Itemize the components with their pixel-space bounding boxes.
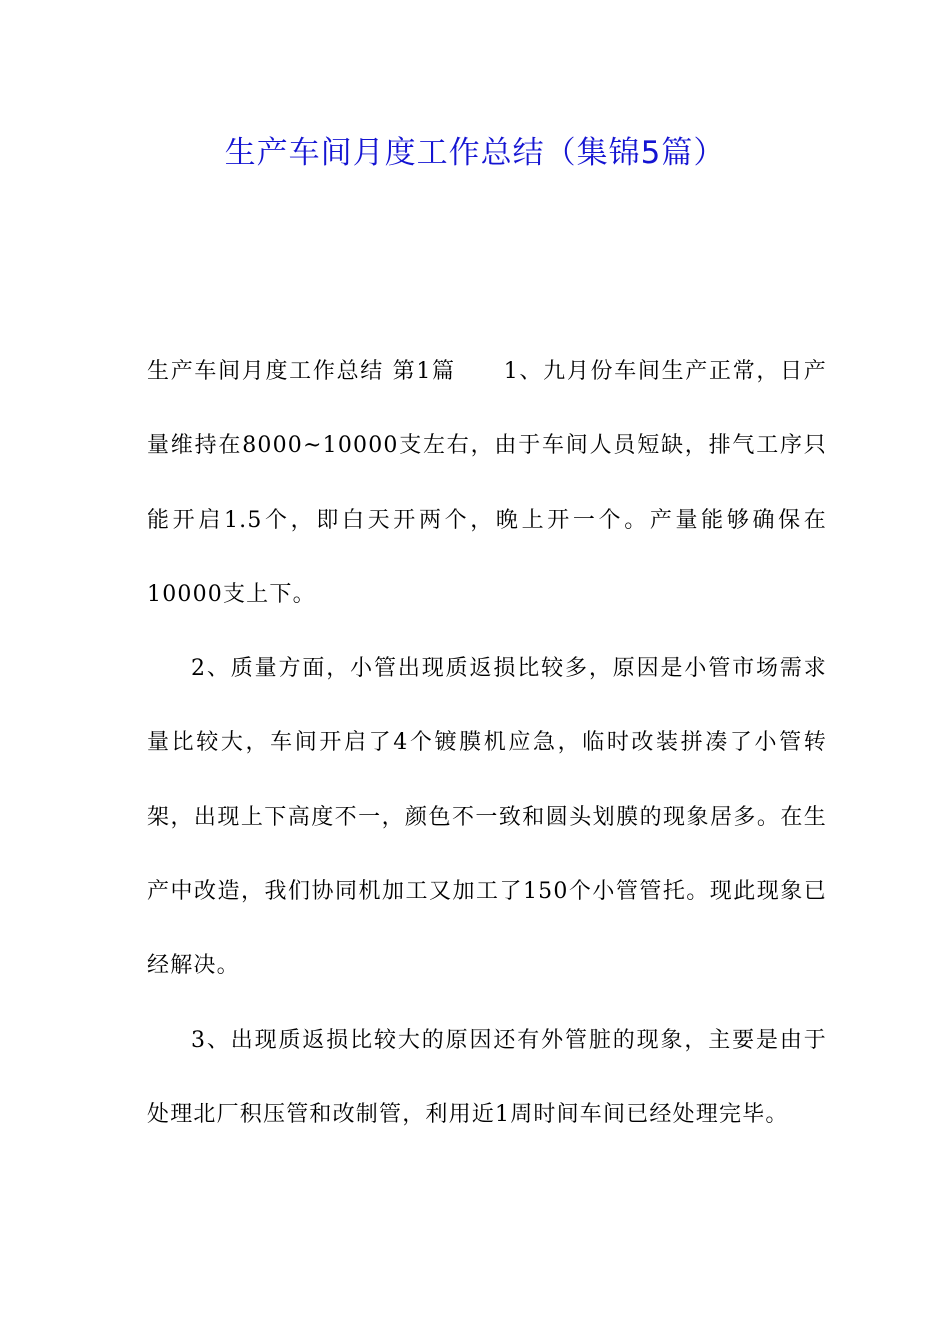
- paragraph-2: 2、质量方面，小管出现质返损比较多，原因是小管市场需求量比较大，车间开启了4个镀膜机应急，临时改装拼凑了小管转架，出现上下高度不一，颜色不一致和圆头划膜的现象居多。在生产中改造，我们协同机加工又加工了150个小管管托。现此现象已经解决。: [147, 656, 827, 979]
- paragraph-1: [147, 335, 827, 632]
- paragraph-3: 3、出现质返损比较大的原因还有外管脏的现象，主要是由于处理北厂积压管和改制管，利用近1周时间车间已经处理完毕。: [147, 1027, 827, 1127]
- document-title: 生产车间月度工作总结（集锦5篇）: [224, 135, 726, 171]
- section-heading: 生产车间月度工作总结 第1篇: [147, 359, 456, 384]
- document-body: [147, 335, 827, 1152]
- paragraph-1-text: 1、九月份车间生产正常，日产量维持在8000~10000支左右，由于车间人员短缺，排气工序只能开启1.5个，即白天开两个，晚上开一个。产量能够确保在10000支上下。: [147, 359, 827, 607]
